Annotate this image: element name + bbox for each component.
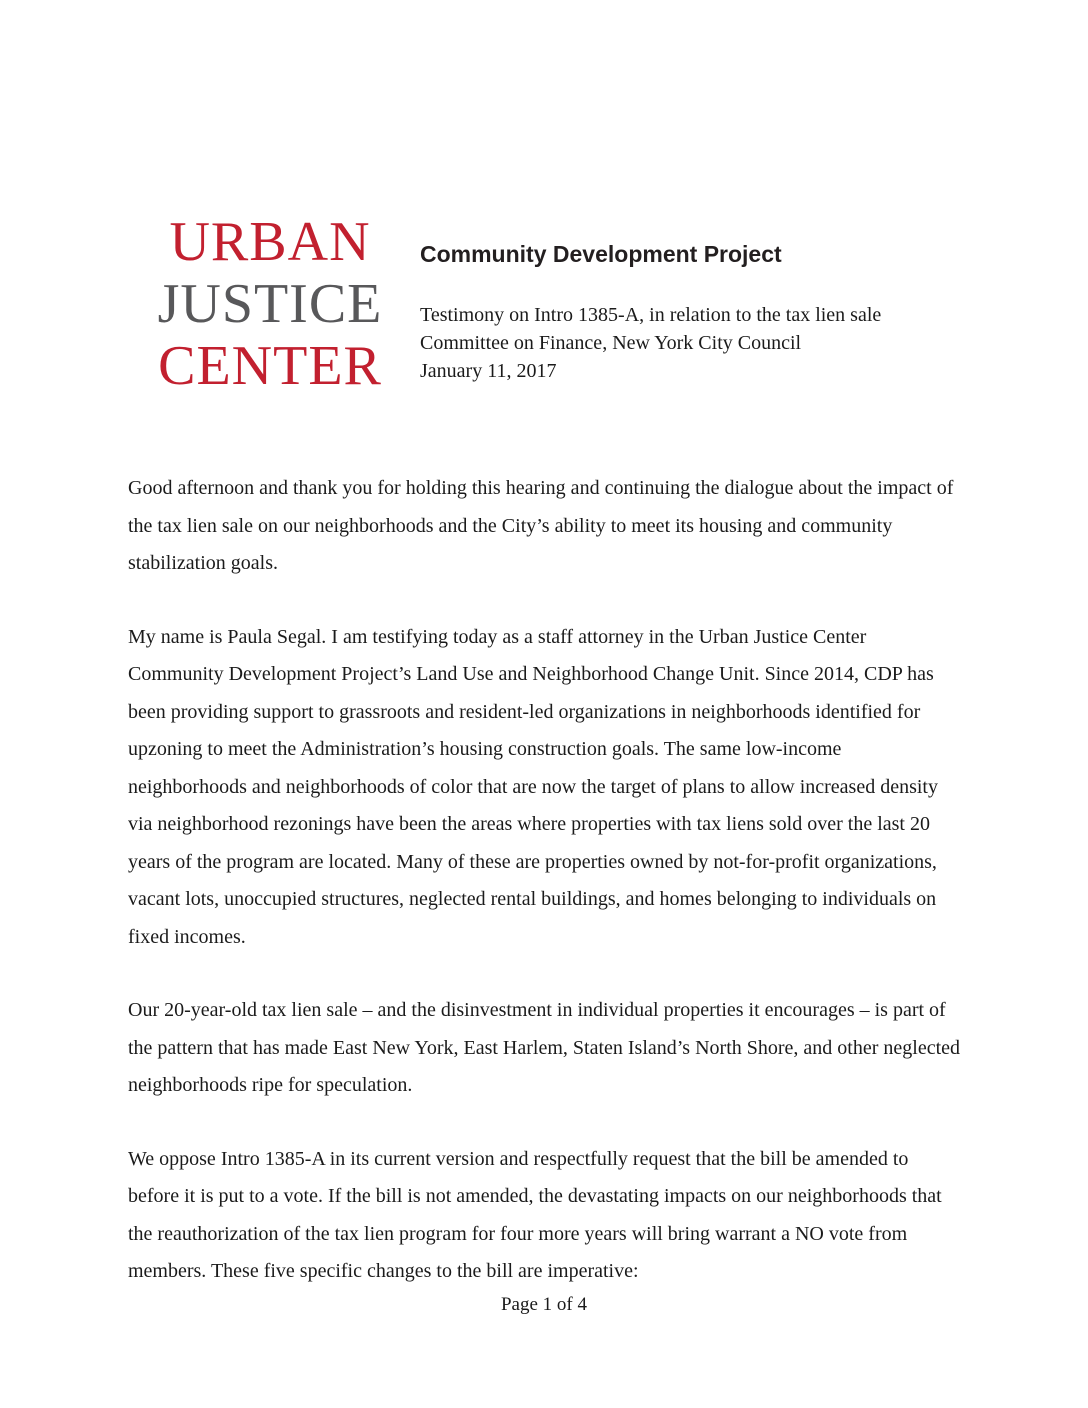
page-number: Page 1 of 4: [500, 1294, 587, 1315]
testimony-committee-line: Committee on Finance, New York City Council: [420, 332, 802, 354]
testimony-body: [128, 470, 964, 1327]
paragraph-introduction: My name is Paula Segal. I am testifying today as a staff attorney in the Urban Justice Center Community Development Project’s Land Use and Neighborhood Change Unit. Since 2014, CDP has been providing support to grassroots and resident-led organizations in neighborhoods identified for upzoning to meet the Administration’s housing construction goals. The same low-income neighborhoods and neighborhoods of color that are now the target of plans to allow increased density via neighborhood rezonings have been the areas where properties with tax liens sold over the last 20 years of the program are located. Many of these are properties owned by not-for-profit organizations, vacant lots, unoccupied structures, neglected rental buildings, and homes belonging to individuals on fixed incomes.: [128, 625, 938, 948]
paragraph-pattern: Our 20-year-old tax lien sale – and the disinvestment in individual properties it encourages – is part of the pattern that has made East New York, East Harlem, Staten Island’s North Shore, and other neglected neighborhoods ripe for speculation.: [128, 999, 961, 1096]
paragraph-opposition: We oppose Intro 1385-A in its current version and respectfully request that the bill be amended to before it is put to a vote. If the bill is not amended, the devastating impacts on our neighborhoods that the reauthorization of the tax lien program for four more years will bring warrant a NO vote from members. These five specific changes to the bill are imperative:: [128, 1147, 942, 1282]
testimony-meta: [420, 301, 980, 385]
logo-line-center: CENTER: [158, 335, 382, 397]
project-title: Community Development Project: [420, 241, 782, 267]
paragraph-greeting: Good afternoon and thank you for holding this hearing and continuing the dialogue about the impact of the tax lien sale on our neighborhoods and the City’s ability to meet its housing and community stabilization goals.: [128, 477, 954, 574]
testimony-date-line: January 11, 2017: [420, 360, 557, 382]
logo-line-justice: JUSTICE: [157, 273, 383, 335]
document-header: [420, 241, 980, 385]
logo-line-urban: URBAN: [169, 211, 371, 273]
testimony-subject-line: Testimony on Intro 1385-A, in relation to the tax lien sale: [420, 304, 882, 326]
urban-justice-center-logo: [143, 211, 397, 397]
